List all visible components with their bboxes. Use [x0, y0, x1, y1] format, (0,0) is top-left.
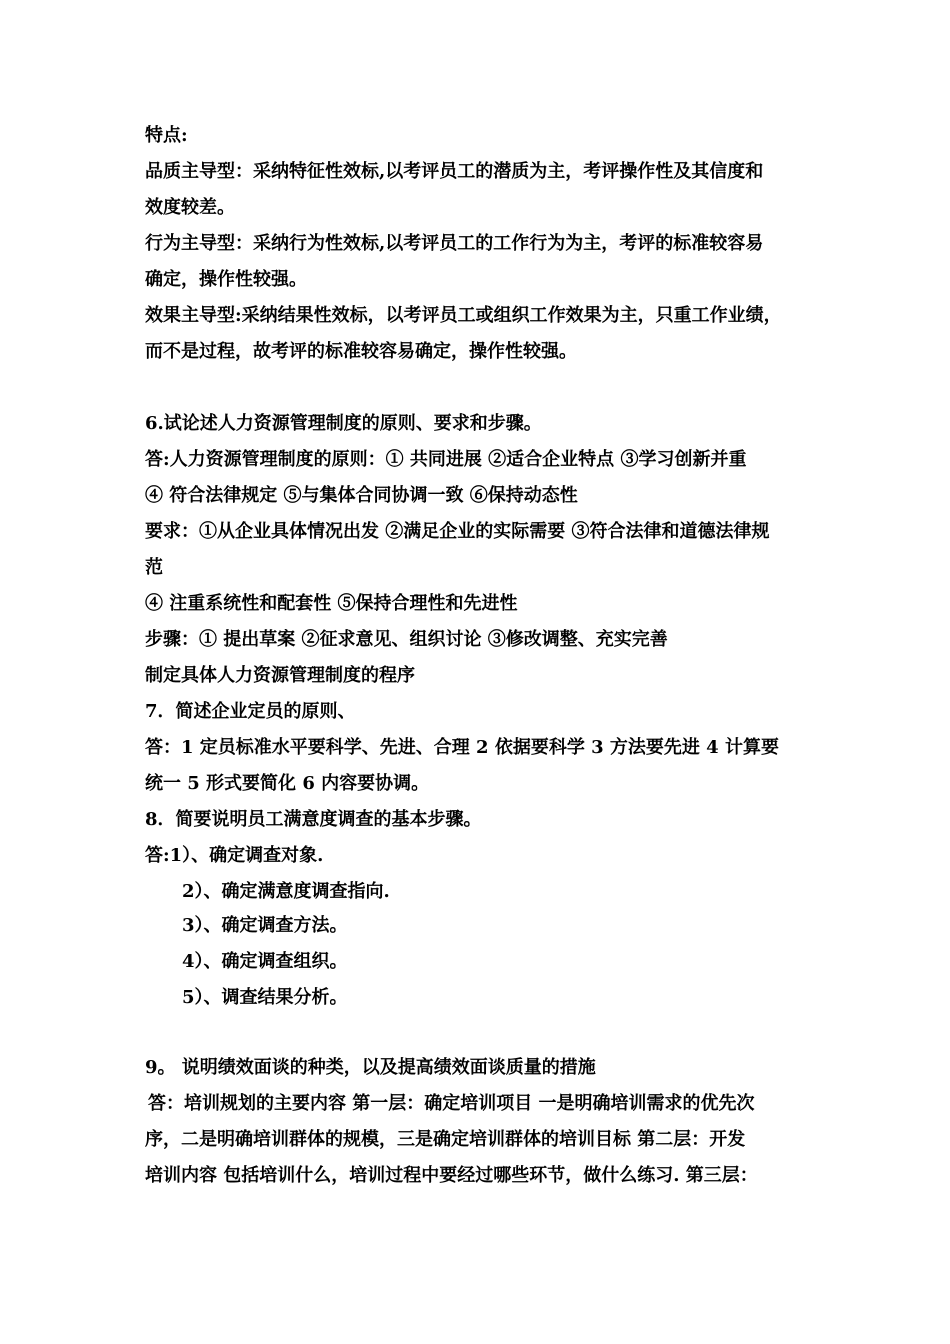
text-line: 制定具体人力资源管理制度的程序: [145, 665, 415, 686]
text-line: 效度较差。: [145, 197, 235, 218]
text-line: 统一 5 形式要简化 6 内容要协调。: [145, 773, 430, 794]
text-line: 要求：①从企业具体情况出发 ②满足企业的实际需要 ③符合法律和道德法律规: [145, 521, 770, 542]
text-line: 序，二是明确培训群体的规模，三是确定培训群体的培训目标 第二层：开发: [145, 1129, 746, 1150]
text-line: 答：1 定员标准水平要科学、先进、合理 2 依据要科学 3 方法要先进 4 计算要: [145, 737, 779, 758]
list-item: 2）、确定满意度调查指向.: [182, 881, 390, 902]
text-line: 确定，操作性较强。: [145, 269, 307, 290]
list-item: 3）、确定调查方法。: [182, 915, 348, 936]
text-line: ④ 注重系统性和配套性 ⑤保持合理性和先进性: [145, 593, 518, 614]
list-item: 5）、调查结果分析。: [182, 987, 348, 1008]
text-line: 行为主导型：采纳行为性效标,以考评员工的工作行为为主，考评的标准较容易: [145, 233, 764, 254]
text-line: 而不是过程，故考评的标准较容易确定，操作性较强。: [145, 341, 577, 362]
text-line: 效果主导型:采纳结果性效标，以考评员工或组织工作效果为主，只重工作业绩，: [145, 305, 782, 326]
text-line: 范: [145, 557, 163, 578]
text-line: 培训内容 包括培训什么，培训过程中要经过哪些环节，做什么练习. 第三层：: [145, 1165, 758, 1186]
text-line: 答:人力资源管理制度的原则：① 共同进展 ②适合企业特点 ③学习创新并重: [145, 449, 747, 470]
text-line: 步骤：① 提出草案 ②征求意见、组织讨论 ③修改调整、充实完善: [145, 629, 668, 650]
question-heading: 8．简要说明员工满意度调查的基本步骤。: [145, 809, 482, 830]
question-heading: 7．简述企业定员的原则、: [145, 701, 356, 722]
question-heading: 9。 说明绩效面谈的种类，以及提高绩效面谈质量的措施: [145, 1057, 596, 1078]
text-line: 答：培训规划的主要内容 第一层：确定培训项目 一是明确培训需求的优先次: [148, 1093, 755, 1114]
text-line: ④ 符合法律规定 ⑤与集体合同协调一致 ⑥保持动态性: [145, 485, 578, 506]
text-line: 答:1）、确定调查对象.: [145, 845, 324, 866]
text-line: 特点:: [145, 125, 188, 146]
question-heading: 6.试论述人力资源管理制度的原则、要求和步骤。: [145, 413, 542, 434]
text-line: 品质主导型：采纳特征性效标,以考评员工的潜质为主，考评操作性及其信度和: [145, 161, 764, 182]
list-item: 4）、确定调查组织。: [182, 951, 348, 972]
